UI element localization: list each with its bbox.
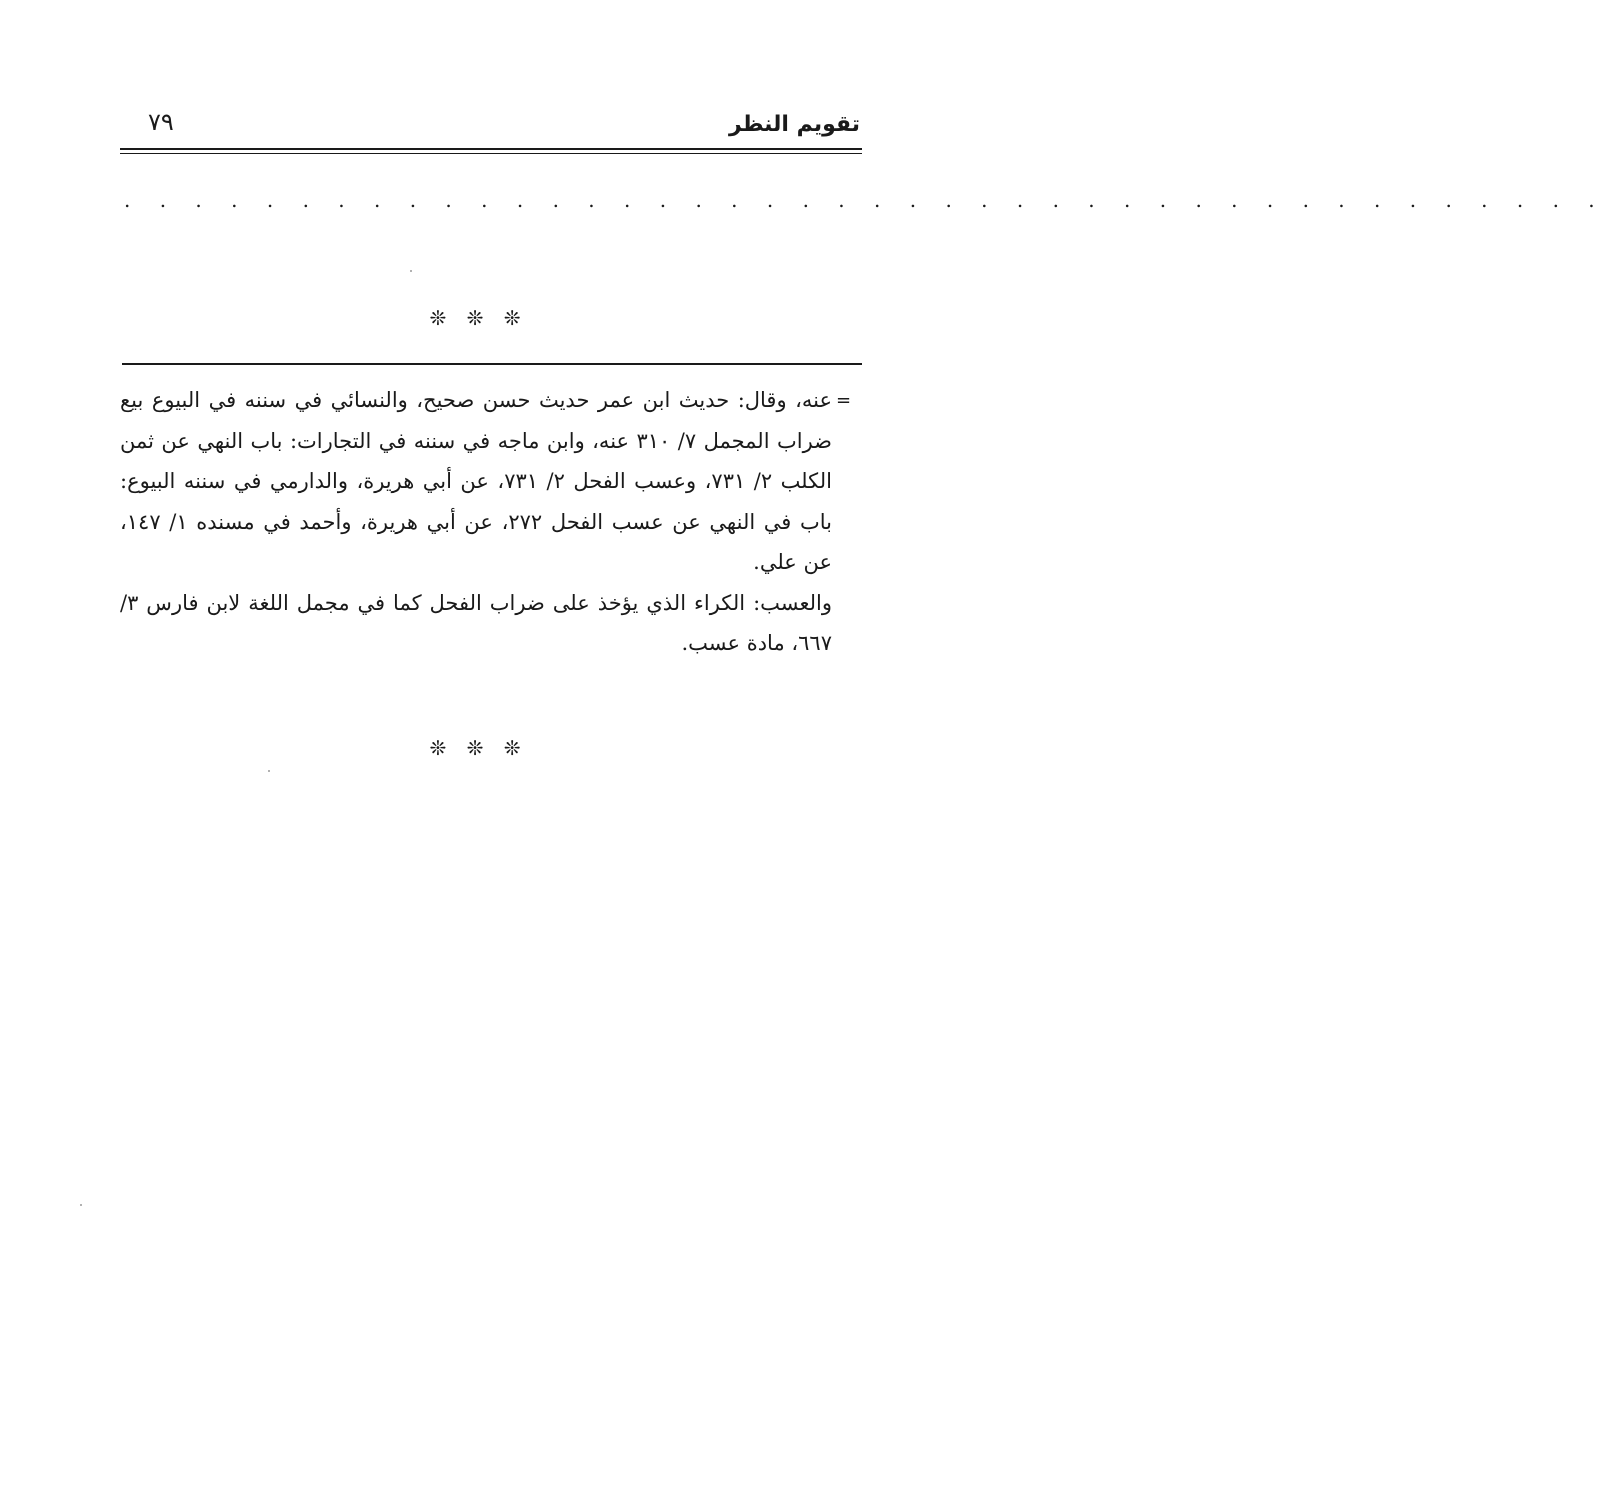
footnote-paragraph-2: والعسب: الكراء الذي يؤخذ على ضراب الفحل كما في مجمل اللغة لابن فارس ٣/ ٦٦٧، مادة عسب. [120, 590, 832, 655]
page-number: ٧٩ [148, 108, 174, 136]
footnote-separator-rule [122, 363, 862, 365]
scan-speck [80, 1204, 82, 1206]
section-separator-top: ❊ ❊ ❊ [429, 306, 521, 330]
scan-speck [410, 270, 412, 272]
footnote-continuation-mark: = [836, 390, 852, 411]
header-rule-thin [120, 153, 862, 154]
section-separator-bottom: ❊ ❊ ❊ [429, 736, 521, 760]
omission-dots: . . . . . . . . . . . . . . . . . . . . . . . . . . . . . . . . . . . . . . . . . . [124, 188, 1606, 212]
running-header [120, 104, 862, 148]
header-rule-thick [120, 148, 862, 150]
running-header-title: تقويم النظر [729, 112, 860, 137]
footnote-block [120, 380, 832, 664]
footnote-paragraph-1: عنه، وقال: حديث ابن عمر حديث حسن صحيح، والنسائي في سننه في البيوع بيع ضراب المجمل ٧/ ٣١٠ عنه، وابن ماجه في سننه في التجارات: باب النهي عن ثمن الكلب ٢/ ٧٣١، وعسب الفحل ٢/ ٧٣١، عن أبي هريرة، والدارمي في سننه البيوع: باب في النهي عن عسب الفحل ٢٧٢، عن أبي هريرة، وأحمد في مسنده ١/ ١٤٧، عن علي. [120, 388, 832, 574]
scan-speck [268, 770, 270, 772]
